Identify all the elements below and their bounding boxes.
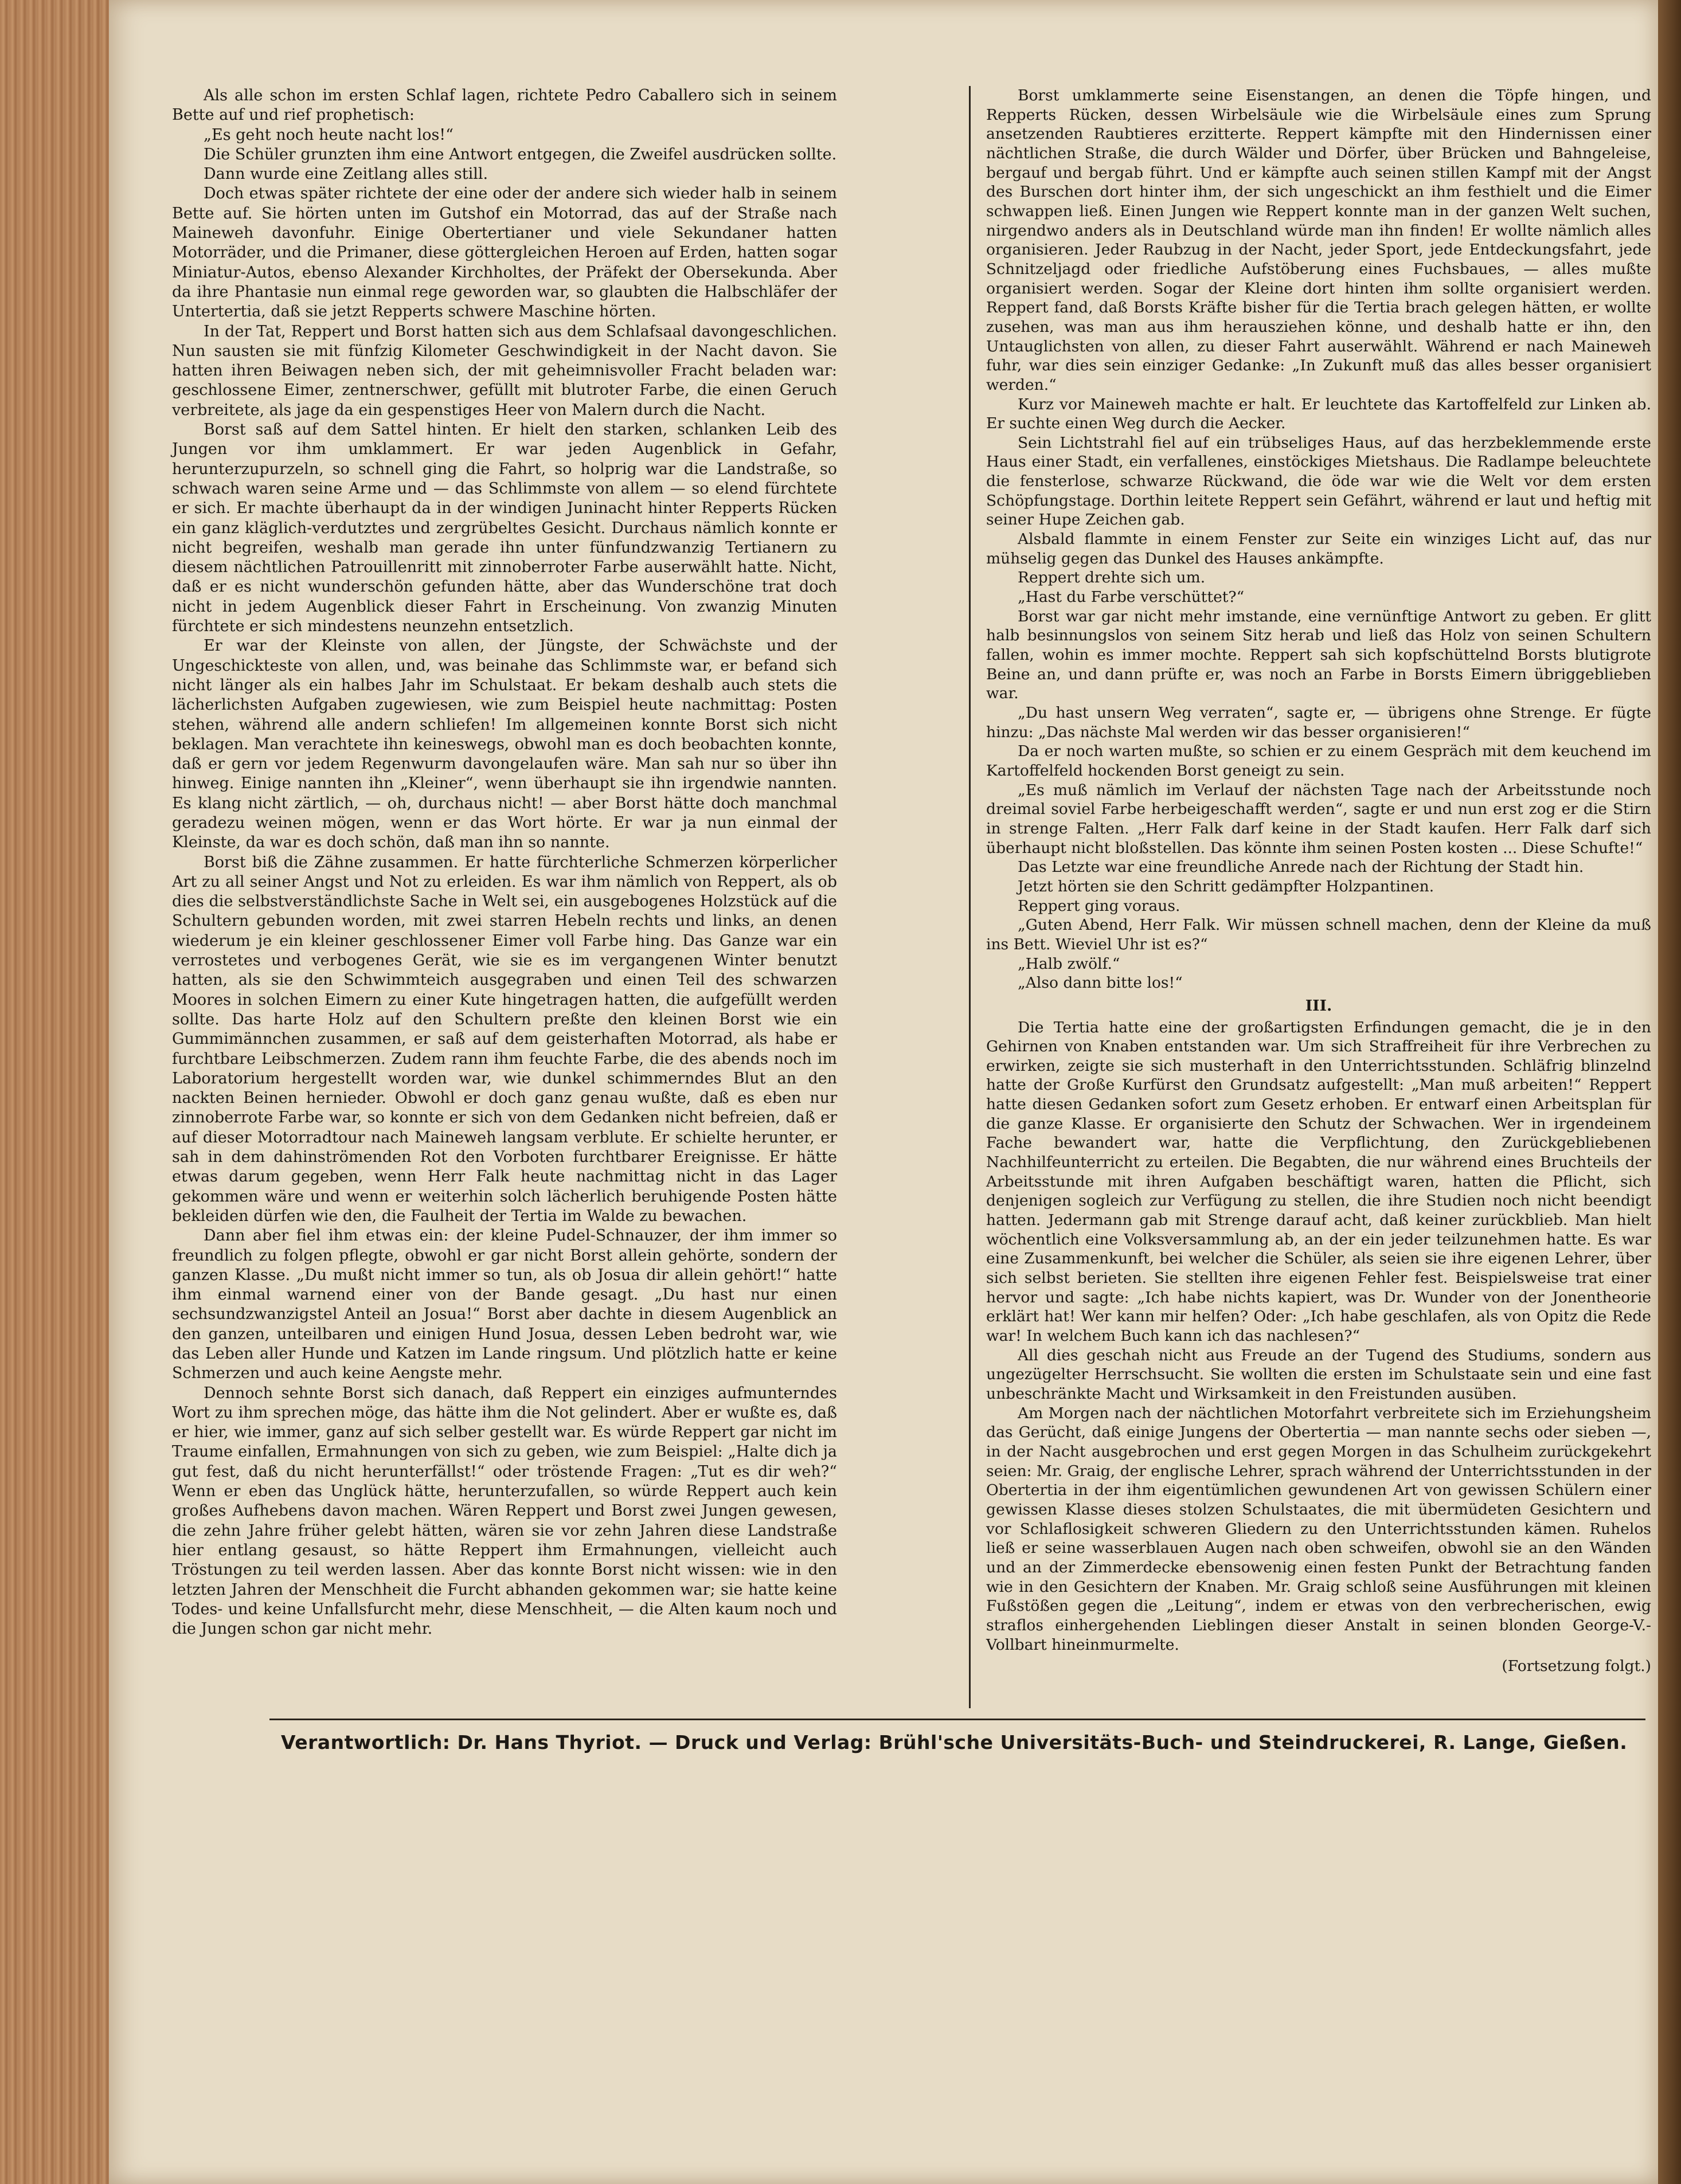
paragraph: Dann aber fiel ihm etwas ein: der kleine Pudel-Schnauzer, der ihm immer so freundlich zu folgen pflegte, obwohl er gar nicht Borst allein gehörte, sondern der ganzen Klasse. „Du mußt nicht immer so tun, als ob Josua dir allein gehört!“ hatte ihm einmal warnend einer von der Bande gesagt. „Du hast nur einen sechsundzwanzigstel Anteil an Josua!“ Borst aber dachte in diesem Augenblick an den ganzen, unteilbaren und einigen Hund Josua, dessen Leben bedroht war, wie das Leben aller Hunde und Katzen im Lande ringsum. Und plötzlich hatte er keine Schmerzen und auch keine Aengste mehr. [172,1227,837,1383]
paragraph: Die Tertia hatte eine der großartigsten Erfindungen gemacht, die je in den Gehirnen von Knaben entstanden war. Um sich Straffreiheit für ihre Verbrechen zu erwirken, zeigte sie sich musterhaft in den Unterrichtsstunden. Schläfrig blinzelnd hatte der Große Kurfürst den Grundsatz aufgestellt: „Man muß arbeiten!“ Reppert hatte diesen Gedanken sofort zum Gesetz erhoben. Er entwarf einen Arbeitsplan für die ganze Klasse. Er organisierte den Schutz der Schwachen. Wer in irgendeinem Fache bewandert war, hatte die Verpflichtung, den Zurückgebliebenen Nachhilfeunterricht zu erteilen. Die Begabten, die nur während eines Bruchteils der Arbeitsstunde mit ihren Aufgaben beschäftigt waren, hatten die Pflicht, sich denjenigen sogleich zur Verfügung zu stellen, die ihre Studien noch nicht beendigt hatten. Jedermann gab mit Strenge darauf acht, daß keiner zurückblieb. Man hielt wöchentlich eine Volksversammlung ab, an der ein jeder teilzunehmen hatte. Es war eine Zusammenkunft, bei welcher die Schüler, als seien sie ihre eigenen Lehrer, über sich selbst berieten. Sie stellten ihre eigenen Fehler fest. Beispielsweise trat einer hervor und sagte: „Ich habe nichts kapiert, was Dr. Wunder von der Jonentheorie erklärt hat! Wer kann mir helfen? Oder: „Ich habe geschlafen, als von Opitz die Rede war! In welchem Buch kann ich das nachlesen?“ [986,1018,1651,1345]
paragraph: „Du hast unsern Weg verraten“, sagte er, — übrigens ohne Strenge. Er fügte hinzu: „Das nächste Mal werden wir das besser organisieren!“ [986,704,1651,741]
paragraph: „Guten Abend, Herr Falk. Wir müssen schnell machen, denn der Kleine da muß ins Bett. Wieviel Uhr ist es?“ [986,916,1651,953]
paragraph: Jetzt hörten sie den Schritt gedämpfter Holzpantinen. [1018,877,1434,895]
right-text-column [986,86,1651,1676]
paragraph: Reppert drehte sich um. [1018,569,1206,587]
paragraph: Die Schüler grunzten ihm eine Antwort entgegen, die Zweifel ausdrücken sollte. [204,145,837,163]
paragraph: Das Letzte war eine freundliche Anrede nach der Richtung der Stadt hin. [1018,858,1584,876]
paragraph: Reppert ging voraus. [1018,897,1180,915]
paragraph: Borst war gar nicht mehr imstande, eine vernünftige Antwort zu geben. Er glitt halb besinnungslos von seinem Sitz herab und ließ das Holz von seinen Schultern fallen, wohin es immer mochte. Reppert sah sich kopfschüttelnd Borsts blutigrote Beine an, und dann prüfte er, was noch an Farbe in Borsts Eimern übriggeblieben war. [986,607,1651,703]
paragraph: Als alle schon im ersten Schlaf lagen, richtete Pedro Caballero sich in seinem Bette auf und rief prophetisch: [172,87,837,124]
book-page-edges [0,0,109,2184]
paragraph: Am Morgen nach der nächtlichen Motorfahrt verbreitete sich im Erziehungsheim das Gerücht, daß einige Jungens der Obertertia — man nannte sechs oder sieben —, in der Nacht ausgebrochen und erst gegen Morgen in das Schulheim zurückgekehrt seien: Mr. Graig, der englische Lehrer, sprach während der Unterrichtsstunden in der Obertertia in der ihm eigentümlichen gewundenen Art von gewissen Schülern einer gewissen Klasse dieses stolzen Schulstaates, die mit übermüdeten Gesichtern und vor Schlaflosigkeit schweren Gliedern zu den Unterrichtsstunden kämen. Ruhelos ließ er seine wasserblauen Augen nach oben schweifen, obwohl sie an den Wänden und an der Zimmerdecke ebensowenig einen festen Punkt der Betrachtung fanden wie in den Gesichtern der Knaben. Mr. Graig schloß seine Ausführungen mit kleinen Fußstößen gegen die „Leitung“, indem er etwas von den verbrecherischen, ewig straflos einhergehenden Lieblingen dieser Anstalt in seinen blonden George-V.-Vollbart hineinmurmelte. [986,1404,1651,1654]
paragraph: Da er noch warten mußte, so schien er zu einem Gespräch mit dem keuchend im Kartoffelfeld hockenden Borst geneigt zu sein. [986,742,1651,780]
paragraph: Borst umklammerte seine Eisenstangen, an denen die Töpfe hingen, und Repperts Rücken, dessen Wirbelsäule wie die Wirbelsäule eines zum Sprung ansetzenden Raubtieres erzitterte. Reppert kämpfte mit den Hindernissen einer nächtlichen Straße, die durch Wälder und Dörfer, über Brücken und Bahngeleise, bergauf und bergab führt. Und er kämpfte auch seinen stillen Kampf mit der Angst des Burschen dort hinter ihm, der sich ungeschickt an ihm festhielt und die Eimer schwappen ließ. Einen Jungen wie Reppert konnte man in der ganzen Welt suchen, nirgendwo anders als in Deutschland würde man ihn finden! Er wollte nämlich alles organisieren. Jeder Raubzug in der Nacht, jeder Sport, jede Entdeckungsfahrt, jede Schnitzeljagd oder friedliche Aufstöberung eines Fuchsbaues, — alles mußte organisiert werden. Sogar der Kleine dort hinten ihm sollte organisiert werden. Reppert fand, daß Borsts Kräfte bisher für die Tertia brach gelegen hätten, er wollte zusehen, was man aus ihm herausziehen könne, und deshalb hatte er ihn, den Untauglichsten von allen, zu dieser Fahrt auserwählt. Während er nach Maineweh fuhr, war dies sein einziger Gedanke: „In Zukunft muß das alles besser organisiert werden.“ [986,87,1651,394]
paragraph: „Hast du Farbe verschüttet?“ [1018,588,1245,606]
paragraph: Dennoch sehnte Borst sich danach, daß Reppert ein einziges aufmunterndes Wort zu ihm sprechen möge, das hätte ihm die Not gelindert. Aber er wußte es, daß er hier, wie immer, ganz auf sich selber gestellt war. Es würde Reppert gar nicht im Traume einfallen, Ermahnungen von sich zu geben, wie zum Beispiel: „Halte dich ja gut fest, daß du nicht herunterfällst!“ oder tröstende Fragen: „Tut es dir weh?“ Wenn er eben das Unglück hätte, herunterzufallen, so würde Reppert auch kein großes Aufhebens davon machen. Wären Reppert und Borst zwei Jungen gewesen, die zehn Jahre früher gelebt hätten, wären sie vor zehn Jahren diese Landstraße hier entlang gesaust, so hätte Reppert ihm Ermahnungen, vielleicht auch Tröstungen zu teil werden lassen. Aber das konnte Borst nicht wissen: wie in den letzten Jahren der Menschheit die Furcht abhanden gekommen war; sie hatte keine Todes- und keine Unfallsfurcht mehr, diese Menschheit, — die Alten kaum noch und die Jungen schon gar nicht mehr. [172,1384,837,1638]
paragraph: Borst biß die Zähne zusammen. Er hatte fürchterliche Schmerzen körperlicher Art zu all seiner Angst und Not zu erleiden. Es war ihm nämlich von Reppert, als ob dies die selbstverständlichste Sache in Welt sei, ein ausgebogenes Holzstück auf die Schultern gebunden worden, mit zwei starren Hebeln rechts und links, an denen wiederum je ein kleiner geschlossener Eimer voll Farbe hing. Das Ganze war ein verrostetes und verbogenes Gerät, wie sie es im vergangenen Winter benutzt hatten, als sie den Schwimmteich ausgegraben und einen Teil des schwarzen Moores in solchen Eimern zu einer Kute hingetragen hatten, die aufgefüllt werden sollte. Das harte Holz auf den Schultern preßte den kleinen Borst wie ein Gummimännchen zusammen, er saß auf dem geisterhaften Motorrad, als habe er furchtbare Leibschmerzen. Zudem rann ihm feuchte Farbe, die des abends noch im Laboratorium hergestellt worden war, wie dunkel schimmerndes Blut an den nackten Beinen hernieder. Obwohl er doch ganz genau wußte, daß es eben nur zinnoberrote Farbe war, so konnte er sich von dem Gedanken nicht befreien, daß er auf dieser Motorradtour nach Maineweh langsam verblute. Er schielte herunter, er sah in dem dahinströmenden Rot den Vorboten furchtbarer Ereignisse. Er hätte etwas darum gegeben, wenn Herr Falk heute nachmittag nicht in das Lager gekommen wäre und wenn er weiterhin solch lächerlich beruhigende Posten hätte bekleiden dürfen wie den, die Faulheit der Tertia im Walde zu bewachen. [172,853,837,1225]
paragraph: Sein Lichtstrahl fiel auf ein trübseliges Haus, auf das herzbeklemmende erste Haus einer Stadt, ein verfallenes, einstöckiges Mietshaus. Die Radlampe beleuchtete die fensterlose, schwarze Rückwand, die öde war wie die Welt vor dem ersten Schöpfungstage. Dorthin leitete Reppert sein Gefährt, während er laut und heftig mit seiner Hupe Zeichen gab. [986,433,1651,529]
footer-rule [269,1719,1645,1720]
paragraph: Doch etwas später richtete der eine oder der andere sich wieder halb in seinem Bette auf. Sie hörten unten im Gutshof ein Motorrad, das auf der Straße nach Maineweh davonfuhr. Einige Obertertianer und viele Sekundaner hatten Motorräder, und die Primaner, diese göttergleichen Heroen auf Erden, hatten sogar Miniatur-Autos, ebenso Alexander Kirchholtes, der Präfekt der Obersekunda. Aber da ihre Phantasie nun einmal rege geworden war, so glaubten die Halbschläfer der Untertertia, daß sie jetzt Repperts schwere Maschine hörten. [172,185,837,321]
paragraph: „Es muß nämlich im Verlauf der nächsten Tage nach der Arbeitsstunde noch dreimal soviel Farbe herbeigeschafft werden“, sagte er und nun erst zog er die Stirn in strenge Falten. „Herr Falk darf keine in der Stadt kaufen. Herr Falk darf sich überhaupt nicht bloßstellen. Das könnte ihm seinen Posten kosten ... Diese Schufte!“ [986,781,1651,857]
paragraph: „Also dann bitte los!“ [1018,974,1183,992]
book-binding-edge [1658,0,1681,2184]
continuation-note: (Fortsetzung folgt.) [1502,1657,1651,1676]
column-divider [969,86,971,1708]
paragraph: Er war der Kleinste von allen, der Jüngste, der Schwächste und der Ungeschickteste von allen, und, was beinahe das Schlimmste war, er befand sich nicht länger als ein halbes Jahr im Schulstaat. Er bekam deshalb auch stets die lächerlichsten Aufgaben zugewiesen, wie zum Beispiel heute nachmittag: Posten stehen, während alle andern schliefen! Im allgemeinen konnte Borst sich nicht beklagen. Man verachtete ihn keineswegs, obwohl man es doch beobachten konnte, daß er gern vor jedem Regenwurm davongelaufen wäre. Man sah nur so über ihn hinweg. Einige nannten ihn „Kleiner“, wenn überhaupt sie ihn irgendwie nannten. Es klang nicht zärtlich, — oh, durchaus nicht! — aber Borst hätte doch manchmal geradezu weinen mögen, wenn er das Wort hörte. Er war ja nun einmal der Kleinste, da war es doch schön, daß man ihn so nannte. [172,637,837,852]
paragraph: „Es geht noch heute nacht los!“ [204,126,454,144]
paragraph: „Halb zwölf.“ [1018,954,1120,973]
imprint-footer: Verantwortlich: Dr. Hans Thyriot. — Druck und Verlag: Brühl'sche Universitäts-Buch- und Steindruckerei, R. Lange, Gießen. [281,1731,1628,1754]
paragraph: Alsbald flammte in einem Fenster zur Seite ein winziges Licht auf, das nur mühselig gegen das Dunkel des Hauses ankämpfte. [986,530,1651,567]
paragraph: Dann wurde eine Zeitlang alles still. [204,165,488,183]
section-heading: III. [1305,996,1332,1015]
paragraph: Kurz vor Maineweh machte er halt. Er leuchtete das Kartoffelfeld zur Linken ab. Er suchte einen Weg durch die Aecker. [986,395,1651,433]
left-text-column [172,86,837,1639]
paragraph: All dies geschah nicht aus Freude an der Tugend des Studiums, sondern aus ungezügelter Herrschsucht. Sie wollten die ersten im Schulstaate sein und eine fast unbeschränkte Macht und Wirksamkeit in den Freistunden ausüben. [986,1346,1651,1403]
paragraph: In der Tat, Reppert und Borst hatten sich aus dem Schlafsaal davongeschlichen. Nun sausten sie mit fünfzig Kilometer Geschwindigkeit in der Nacht davon. Sie hatten ihren Beiwagen neben sich, der mit geheimnisvoller Fracht beladen war: geschlossene Eimer, zentnerschwer, gefüllt mit blutroter Farbe, die einen Geruch verbreitete, als jage da ein gespenstiges Heer von Malern durch die Nacht. [172,322,837,419]
paragraph: Borst saß auf dem Sattel hinten. Er hielt den starken, schlanken Leib des Jungen vor ihm umklammert. Er war jeden Augenblick in Gefahr, herunterzupurzeln, so schnell ging die Fahrt, so holprig war die Landstraße, so schwach waren seine Arme und — das Schlimmste von allem — so elend fürchtete er sich. Er machte überhaupt da in der windigen Juninacht hinter Repperts Rücken ein ganz kläglich-verdutztes und zergrübeltes Gesicht. Durchaus nämlich konnte er nicht begreifen, weshalb man gerade ihn unter fünfundzwanzig Tertianern zu diesem nächtlichen Patrouillenritt mit zinnoberroter Farbe auserwählt hatte. Nicht, daß er es nicht wunderschön gefunden hätte, aber das Wunderschöne trat doch nicht in jedem Augenblick dieser Fahrt in Erscheinung. Von zwanzig Minuten fürchtete er sich mindestens neunzehn entsetzlich. [172,421,837,636]
